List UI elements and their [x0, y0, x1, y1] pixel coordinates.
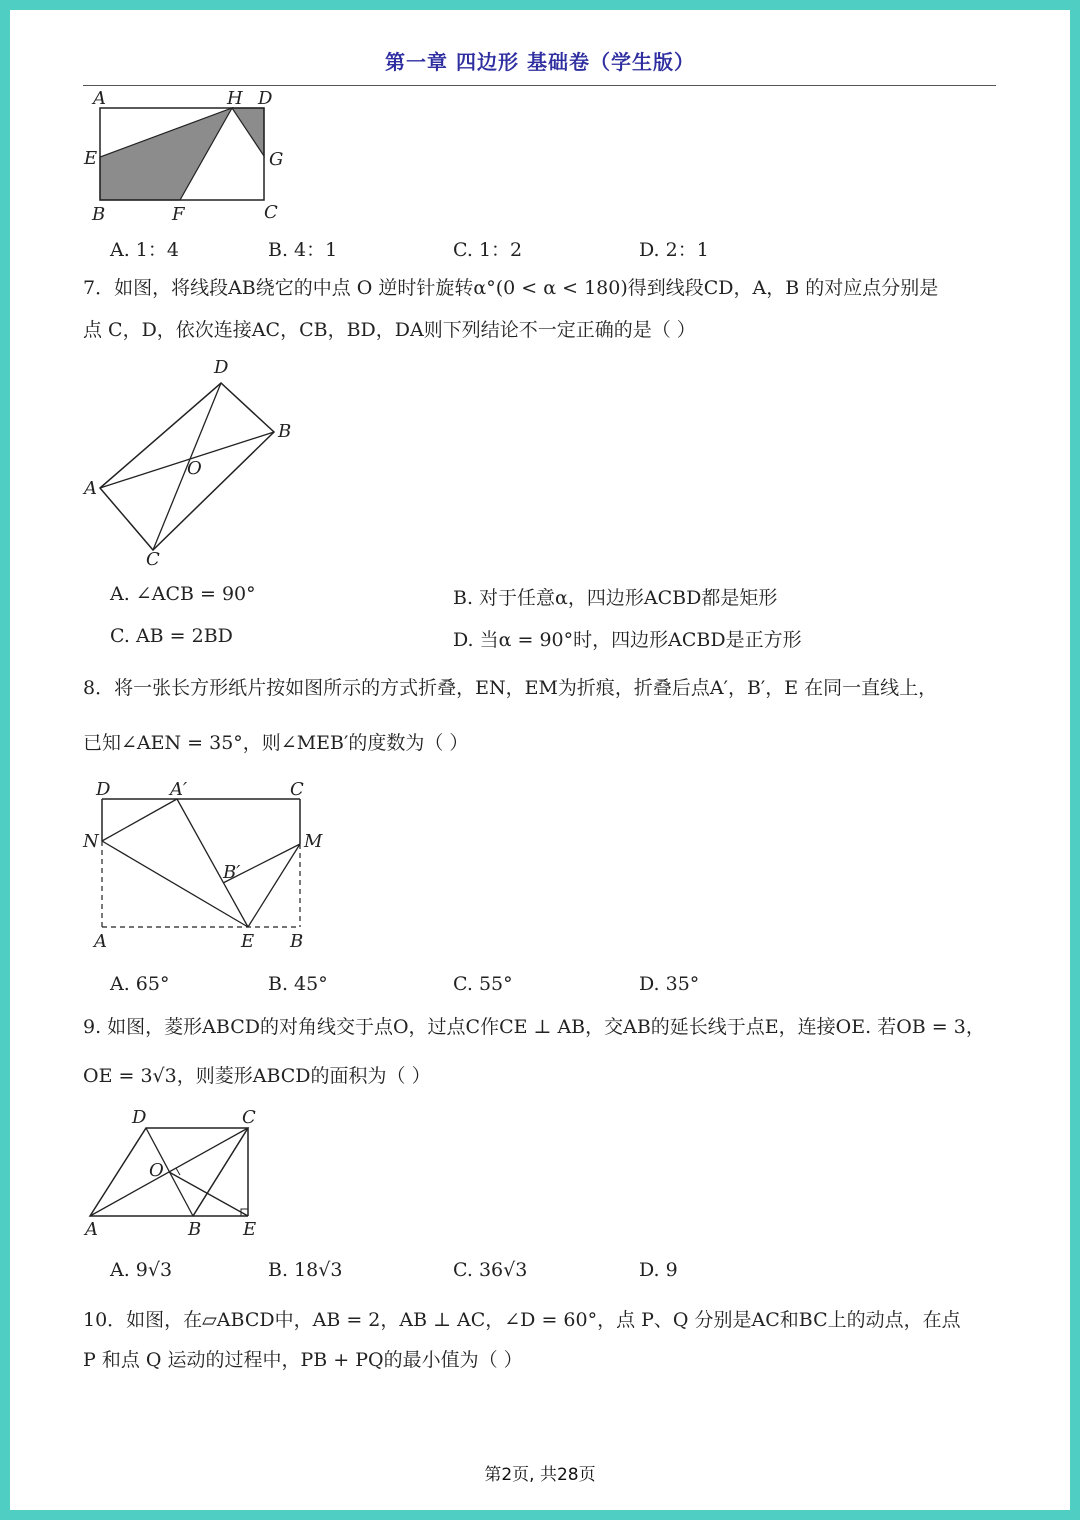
q8-option-b: B. 45° — [268, 973, 328, 995]
q7-label-B: B — [278, 421, 292, 442]
q9-label-E: E — [243, 1219, 257, 1240]
page-header-title: 第一章 四边形 基础卷（学生版） — [385, 50, 695, 74]
q9-label-B: B — [188, 1219, 202, 1240]
q9-question-line2: OE = 3√3，则菱形ABCD的面积为（ ） — [83, 1065, 431, 1087]
q8-label-A: A — [94, 931, 107, 952]
q8-label-C: C — [290, 779, 304, 800]
q7-question-line2: 点 C，D，依次连接AC，CB，BD，DA则下列结论不一定正确的是（ ） — [83, 319, 696, 341]
q9-option-c: C. 36√3 — [453, 1259, 528, 1281]
q6-label-C: C — [264, 202, 278, 223]
q8-label-N: N — [83, 831, 99, 852]
q10-question-line1: 10．如图，在▱ABCD中，AB = 2，AB ⊥ AC，∠D = 60°，点 P、Q 分别是AC和BC上的动点，在点 — [83, 1309, 961, 1331]
q6-label-D: D — [258, 88, 273, 109]
q7-option-d: D. 当α = 90°时，四边形ACBD是正方形 — [453, 629, 802, 651]
q8-label-D: D — [96, 779, 111, 800]
q8-question-line1: 8．将一张长方形纸片按如图所示的方式折叠，EN，EM为折痕，折叠后点A′，B′，E 在同一直线上， — [83, 677, 938, 699]
q7-label-A: A — [84, 478, 97, 499]
q9-option-a: A. 9√3 — [110, 1259, 173, 1281]
q9-question-line1: 9. 如图，菱形ABCD的对角线交于点O，过点C作CE ⊥ AB，交AB的延长线于点E，连接OE. 若OB = 3， — [83, 1016, 985, 1038]
q9-label-C: C — [242, 1107, 256, 1128]
q10-question-line2: P 和点 Q 运动的过程中，PB + PQ的最小值为（ ） — [83, 1349, 523, 1371]
q9-option-b: B. 18√3 — [268, 1259, 343, 1281]
q7-label-O: O — [187, 458, 202, 479]
q7-label-D: D — [214, 357, 229, 378]
page-number-footer: 第2页, 共28页 — [484, 1465, 596, 1485]
q8-label-B-prime: B′ — [223, 862, 241, 883]
q6-label-A: A — [93, 88, 106, 109]
q6-option-d: D. 2：1 — [639, 239, 709, 261]
q6-option-a: A. 1：4 — [110, 239, 179, 261]
q6-option-b: B. 4：1 — [268, 239, 338, 261]
q9-label-D: D — [132, 1107, 147, 1128]
q8-label-A-prime: A′ — [170, 779, 188, 800]
q8-option-d: D. 35° — [639, 973, 700, 995]
q9-option-d: D. 9 — [639, 1259, 678, 1281]
q7-question-line1: 7．如图，将线段AB绕它的中点 O 逆时针旋转α°(0 < α < 180)得到线段CD，A，B 的对应点分别是 — [83, 277, 939, 299]
q6-label-G: G — [269, 149, 284, 170]
q6-label-F: F — [172, 204, 185, 225]
q9-figure — [10, 10, 1070, 1240]
q7-option-b: B. 对于任意α，四边形ACBD都是矩形 — [453, 587, 778, 609]
q7-option-a: A. ∠ACB = 90° — [110, 583, 256, 605]
exam-page — [10, 10, 1070, 1510]
q8-option-c: C. 55° — [453, 973, 513, 995]
q9-label-A: A — [85, 1219, 98, 1240]
q9-label-O: O — [149, 1160, 164, 1181]
q8-label-B: B — [290, 931, 304, 952]
q6-label-E: E — [84, 148, 98, 169]
q7-option-c: C. AB = 2BD — [110, 625, 233, 647]
q8-option-a: A. 65° — [110, 973, 170, 995]
q8-label-E: E — [241, 931, 255, 952]
q8-label-M: M — [304, 831, 323, 852]
q8-question-line2: 已知∠AEN = 35°，则∠MEB′的度数为（ ） — [83, 732, 469, 754]
q6-label-B: B — [92, 204, 106, 225]
q7-label-C: C — [146, 549, 160, 570]
q6-label-H: H — [227, 88, 243, 109]
q6-option-c: C. 1：2 — [453, 239, 523, 261]
